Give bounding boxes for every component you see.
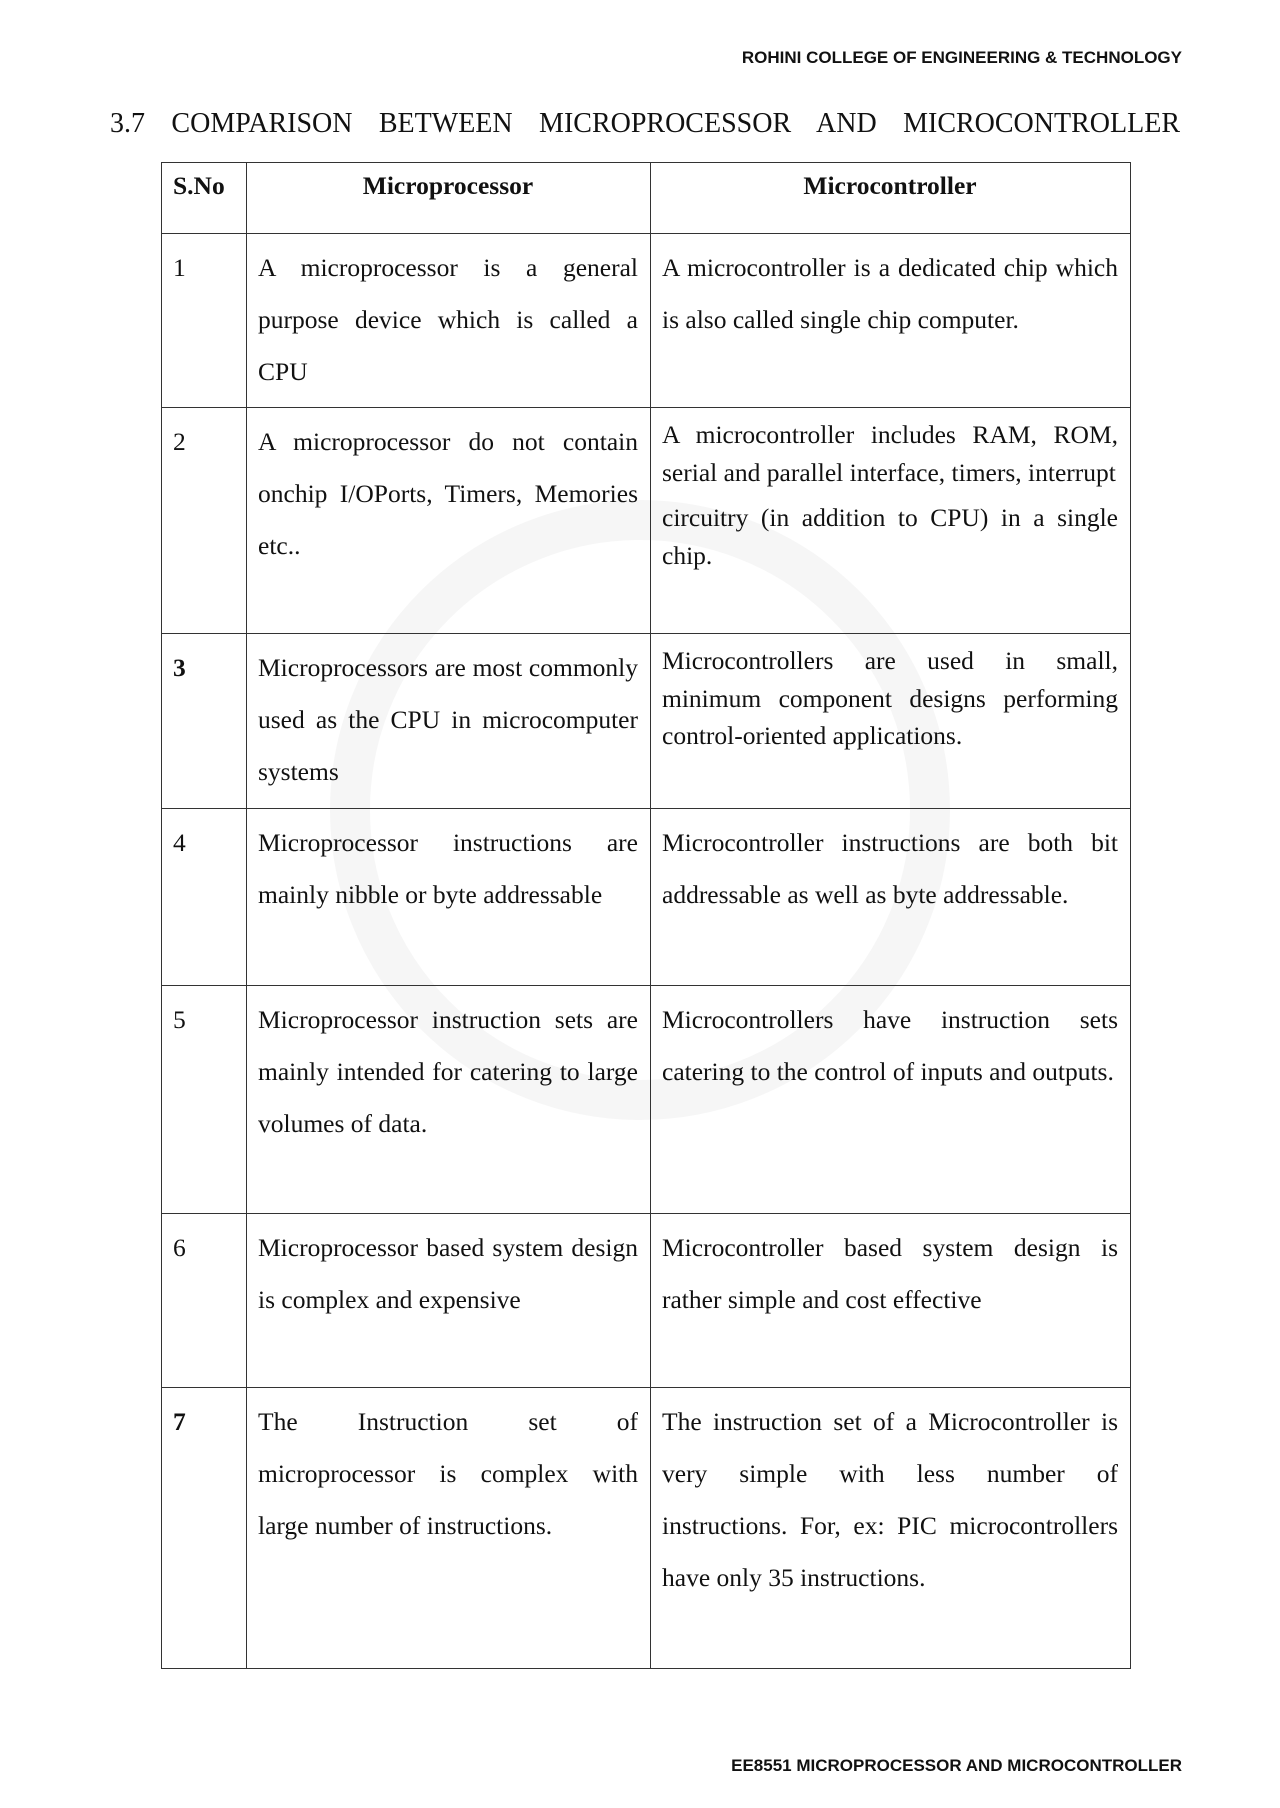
microprocessor-cell: [247, 1214, 651, 1388]
microcontroller-cell: [651, 1388, 1131, 1669]
cell-text: Microprocessors are most commonly used as the CPU in microcomputer systems: [258, 653, 638, 786]
cell-text: A microprocessor do not contain onchip I/OPorts, Timers, Memories etc..: [258, 427, 638, 560]
table-row: [162, 809, 1131, 986]
header-microcontroller: Microcontroller: [651, 163, 1131, 234]
cell-text: Microcontroller instructions are both bit addressable as well as byte addressable.: [662, 828, 1118, 909]
header-microprocessor: Microprocessor: [247, 163, 651, 234]
cell-text: circuitry (in addition to CPU) in a single chip.: [662, 503, 1118, 570]
cell-text: A microcontroller is a dedicated chip which is also called single chip computer.: [662, 253, 1118, 334]
cell-text: Microprocessor instructions are mainly nibble or byte addressable: [258, 828, 638, 909]
microcontroller-cell: [651, 809, 1131, 986]
microcontroller-cell: [651, 408, 1131, 634]
cell-text: A microcontroller includes RAM, ROM, serial and parallel interface, timers, interrupt: [662, 420, 1118, 487]
table-header-row: [162, 163, 1131, 234]
cell-text: Microcontrollers are used in small, minimum component designs performing control-oriented applications.: [662, 646, 1118, 750]
table-row: [162, 1388, 1131, 1669]
microcontroller-cell: [651, 234, 1131, 408]
row-number: 6: [162, 1214, 247, 1388]
cell-text: Microprocessor instruction sets are mainly intended for catering to large volumes of data.: [258, 1005, 638, 1138]
microprocessor-cell: [247, 234, 651, 408]
cell-text: The instruction set of a Microcontroller is very simple with less number of instructions. For, ex: PIC microcontrollers have only 35 instructions.: [662, 1407, 1118, 1592]
row-number: 2: [162, 408, 247, 634]
table-row: [162, 1214, 1131, 1388]
table-row: [162, 234, 1131, 408]
row-number: 1: [162, 234, 247, 408]
microprocessor-cell: [247, 986, 651, 1214]
microprocessor-cell: [247, 634, 651, 809]
section-title: 3.7 COMPARISON BETWEEN MICROPROCESSOR AND MICROCONTROLLER: [110, 108, 1180, 139]
microcontroller-cell: [651, 1214, 1131, 1388]
page-footer: EE8551 MICROPROCESSOR AND MICROCONTROLLER: [731, 1756, 1182, 1775]
page-header: ROHINI COLLEGE OF ENGINEERING & TECHNOLOGY: [741, 48, 1182, 67]
cell-text: A microprocessor is a general purpose device which is called a CPU: [258, 253, 638, 386]
cell-text: The Instruction set of microprocessor is complex with large number of instructions.: [258, 1407, 638, 1540]
cell-text: Microcontroller based system design is rather simple and cost effective: [662, 1233, 1118, 1314]
microprocessor-cell: [247, 408, 651, 634]
microprocessor-cell: [247, 1388, 651, 1669]
header-sno: S.No: [162, 163, 247, 234]
row-number: 3: [162, 634, 247, 809]
table-row: [162, 634, 1131, 809]
comparison-table: [161, 162, 1131, 1669]
microcontroller-cell: [651, 634, 1131, 809]
row-number: 7: [162, 1388, 247, 1669]
row-number: 5: [162, 986, 247, 1214]
row-number: 4: [162, 809, 247, 986]
microcontroller-cell: [651, 986, 1131, 1214]
table-row: [162, 986, 1131, 1214]
cell-text: Microcontrollers have instruction sets catering to the control of inputs and outputs.: [662, 1005, 1118, 1086]
cell-text: Microprocessor based system design is complex and expensive: [258, 1233, 638, 1314]
microprocessor-cell: [247, 809, 651, 986]
table-row: [162, 408, 1131, 634]
